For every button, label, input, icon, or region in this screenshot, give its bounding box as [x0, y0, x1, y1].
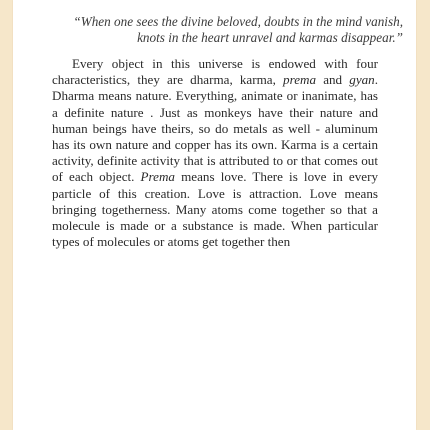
- quote-line-1: “When one sees the divine beloved, doubts in the mind vanish,: [73, 14, 403, 29]
- paragraph-term-prema: prema: [283, 72, 317, 88]
- paragraph-text-1: Every object in this universe is endowed with four characteristics, they are dharma, karma,: [52, 56, 378, 88]
- paragraph-text-4: means love. There is love in every particle of this creation. Love is attraction. Love means bringing togetherness. Many atoms come together so that a molecule is made or a substance is made. When particular types of molecules or atoms get together then: [52, 169, 378, 250]
- epigraph-quote: [51, 14, 403, 46]
- paragraph-text-3: . Dharma means nature. Everything, animate or inanimate, has a definite nature . Just as monkeys have their nature and human beings have theirs, so do metals as well - aluminum has its own nature and copper has its own. Karma is a certain activity, definite activity that is attributed to or that comes out of each object.: [52, 72, 379, 185]
- quote-line-2: knots in the heart unravel and karmas disappear.”: [137, 30, 403, 45]
- paragraph-term-prema-2: Prema: [140, 169, 175, 185]
- paragraph-term-gyan: gyan: [349, 72, 375, 88]
- body-paragraph: [52, 56, 378, 250]
- paragraph-text-2: and: [316, 72, 350, 88]
